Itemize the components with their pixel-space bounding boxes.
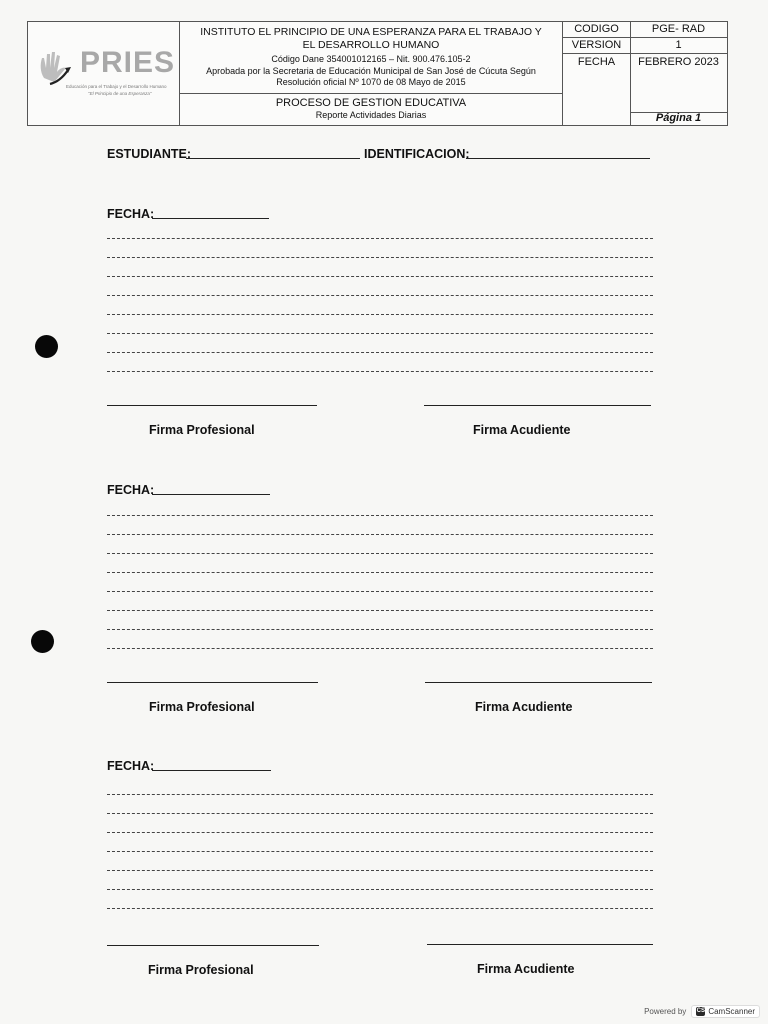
firma-acudiente-label-2: Firma Acudiente xyxy=(475,700,573,714)
camscanner-badge xyxy=(691,1005,760,1018)
writing-line[interactable] xyxy=(107,870,653,871)
logo-wordmark: PRIES xyxy=(80,46,176,79)
version-value: 1 xyxy=(675,39,682,51)
firma-acudiente-line-2[interactable] xyxy=(425,682,652,683)
writing-line[interactable] xyxy=(107,832,653,833)
firma-profesional-line-3[interactable] xyxy=(107,945,319,946)
logo-motto: "El Principio de una Esperanza" xyxy=(88,91,152,96)
fecha-label-2: FECHA: xyxy=(107,483,155,497)
logo-cell xyxy=(28,22,180,125)
punch-hole xyxy=(35,335,58,358)
writing-line[interactable] xyxy=(107,257,653,258)
writing-line[interactable] xyxy=(107,794,653,795)
writing-line[interactable] xyxy=(107,851,653,852)
writing-line[interactable] xyxy=(107,534,653,535)
version-label: VERSION xyxy=(563,38,631,53)
hand-icon xyxy=(36,48,76,88)
codigo-row xyxy=(563,22,727,38)
fecha-field-3[interactable] xyxy=(152,770,271,771)
camscanner-icon: CS xyxy=(696,1008,705,1014)
firma-acudiente-label-3: Firma Acudiente xyxy=(477,962,575,976)
writing-line[interactable] xyxy=(107,352,653,353)
writing-line[interactable] xyxy=(107,813,653,814)
writing-line[interactable] xyxy=(107,610,653,611)
institute-info xyxy=(180,22,563,94)
writing-line[interactable] xyxy=(107,333,653,334)
pries-logo xyxy=(36,46,176,106)
firma-acudiente-line-1[interactable] xyxy=(424,405,651,406)
writing-line[interactable] xyxy=(107,295,653,296)
firma-profesional-label-3: Firma Profesional xyxy=(148,963,254,977)
fecha-field-2[interactable] xyxy=(152,494,270,495)
estudiante-field[interactable] xyxy=(186,158,360,159)
writing-line[interactable] xyxy=(107,889,653,890)
document-header xyxy=(27,21,728,126)
firma-profesional-line-1[interactable] xyxy=(107,405,317,406)
writing-line[interactable] xyxy=(107,629,653,630)
firma-profesional-line-2[interactable] xyxy=(107,682,318,683)
writing-line[interactable] xyxy=(107,648,653,649)
approval-line: Aprobada por la Secretaria de Educación Municipal de San José de Cúcuta Según xyxy=(206,65,536,76)
writing-line[interactable] xyxy=(107,553,653,554)
writing-line[interactable] xyxy=(107,908,653,909)
powered-by-text: Powered by xyxy=(644,1007,687,1016)
institute-name: INSTITUTO EL PRINCIPIO DE UNA ESPERANZA PARA EL TRABAJO Y EL DESARROLLO HUMANO xyxy=(200,26,542,51)
identificacion-label: IDENTIFICACION: xyxy=(364,147,470,161)
fecha-label-1: FECHA: xyxy=(107,207,155,221)
process-info xyxy=(180,94,563,125)
codigo-label: CODIGO xyxy=(563,22,631,37)
page-number: Página 1 xyxy=(655,112,702,124)
fecha-label: FECHA xyxy=(563,54,631,126)
writing-line[interactable] xyxy=(107,238,653,239)
punch-hole xyxy=(31,630,54,653)
firma-profesional-label-2: Firma Profesional xyxy=(149,700,255,714)
codigo-value: PGE- RAD xyxy=(651,23,706,35)
writing-line[interactable] xyxy=(107,591,653,592)
firma-profesional-label-1: Firma Profesional xyxy=(149,423,255,437)
writing-line[interactable] xyxy=(107,515,653,516)
fecha-value: FEBRERO 2023 xyxy=(630,54,727,113)
process-title: PROCESO DE GESTION EDUCATIVA xyxy=(275,97,467,109)
camscanner-brand: CamScanner xyxy=(708,1007,755,1016)
fecha-field-1[interactable] xyxy=(152,218,269,219)
dane-nit-line: Código Dane 354001012165 – Nit. 900.476.105-2 xyxy=(271,54,471,64)
writing-line[interactable] xyxy=(107,314,653,315)
estudiante-label: ESTUDIANTE: xyxy=(107,147,192,161)
identificacion-field[interactable] xyxy=(466,158,650,159)
resolution-line: Resolución oficial Nº 1070 de 08 Mayo de 2015 xyxy=(276,77,466,87)
firma-acudiente-line-3[interactable] xyxy=(427,944,653,945)
process-subtitle: Reporte Actividades Diarias xyxy=(315,110,427,120)
fecha-label-3: FECHA: xyxy=(107,759,155,773)
firma-acudiente-label-1: Firma Acudiente xyxy=(473,423,571,437)
writing-line[interactable] xyxy=(107,371,653,372)
writing-line[interactable] xyxy=(107,276,653,277)
document-meta xyxy=(563,22,727,125)
version-row xyxy=(563,38,727,54)
writing-line[interactable] xyxy=(107,572,653,573)
scanner-watermark xyxy=(644,1005,760,1018)
logo-tagline: Educación para el Trabajo y el Desarrollo Humano xyxy=(66,84,167,89)
